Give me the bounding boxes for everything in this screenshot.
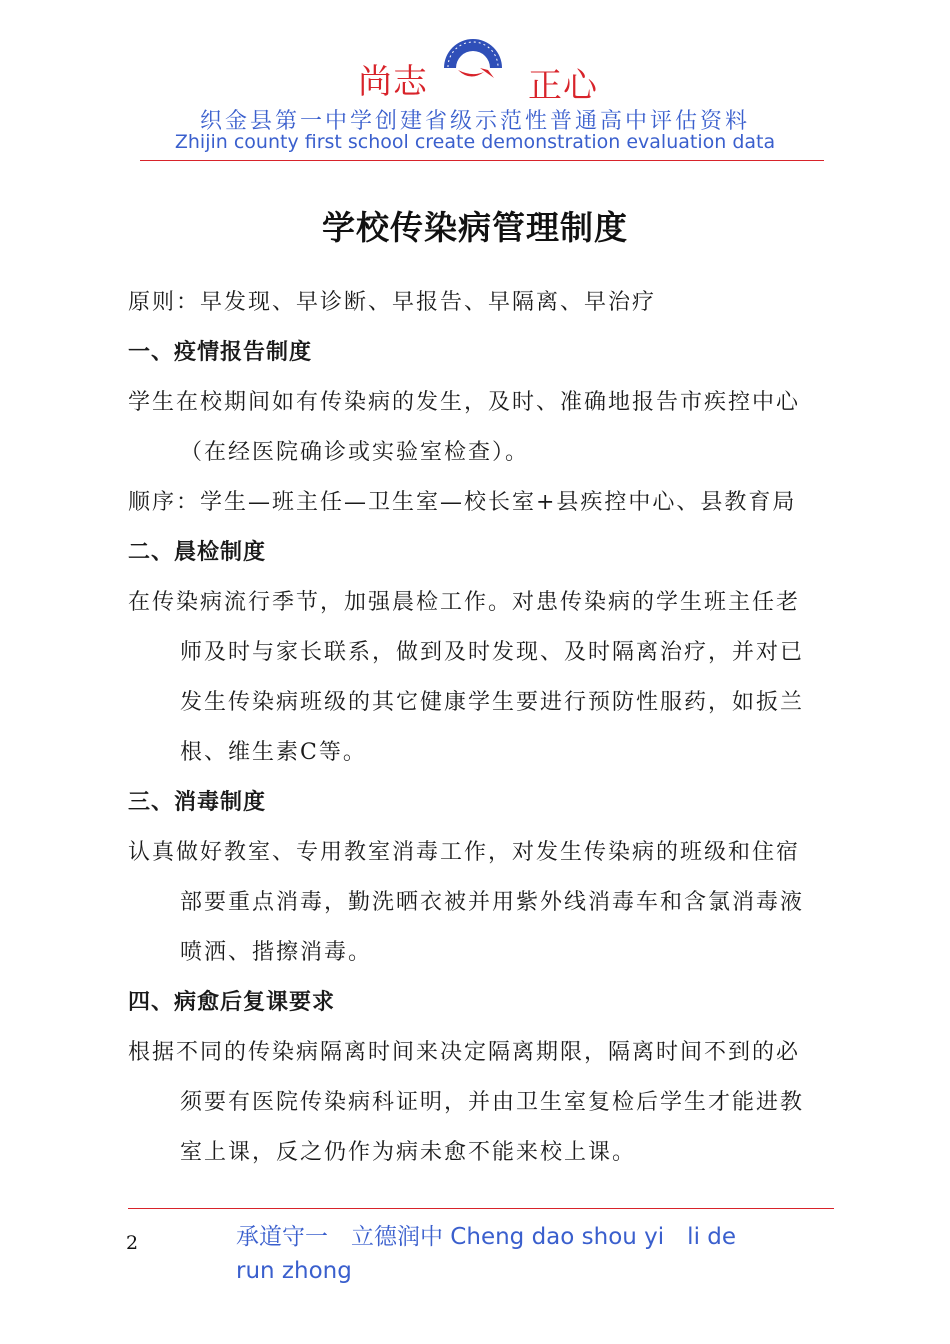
body-text-line: 师及时与家长联系，做到及时发现、及时隔离治疗，并对已	[180, 640, 805, 665]
body-text-line: 喷洒、揩擦消毒。	[180, 940, 373, 965]
header-divider	[140, 160, 824, 161]
body-text-line: 根据不同的传染病隔离时间来决定隔离期限，隔离时间不到的必	[128, 1040, 801, 1065]
body-text-line: 须要有医院传染病科证明，并由卫生室复检后学生才能进教	[180, 1090, 805, 1115]
body-text-line: 根、维生素C等。	[180, 740, 367, 765]
header-motto	[0, 46, 950, 106]
document-title: 学校传染病管理制度	[322, 208, 628, 247]
footer-divider	[128, 1208, 834, 1209]
document-body	[128, 278, 838, 1178]
body-text-line: 认真做好教室、专用教室消毒工作，对发生传染病的班级和住宿	[128, 840, 801, 865]
motto-right: 正心	[528, 66, 598, 106]
school-emblem-icon	[440, 46, 506, 86]
footer-motto: 承道守一 立德润中 Cheng dao shou yi li de run zhong	[236, 1224, 737, 1284]
motto-left: 尚志	[358, 62, 428, 102]
section-heading: 三、消毒制度	[128, 790, 267, 815]
header-title-cn: 织金县第一中学创建省级示范性普通高中评估资料	[199, 109, 750, 134]
body-text-line: 原则：早发现、早诊断、早报告、早隔离、早治疗	[128, 290, 657, 315]
section-heading: 一、疫情报告制度	[128, 340, 313, 365]
body-text-line: 部要重点消毒，勤洗晒衣被并用紫外线消毒车和含氯消毒液	[180, 890, 805, 915]
body-text-line: 顺序：学生—班主任—卫生室—校长室+县疾控中心、县教育局	[128, 490, 797, 515]
body-text-line: 发生传染病班级的其它健康学生要进行预防性服药，如扳兰	[180, 690, 805, 715]
section-heading: 二、晨检制度	[128, 540, 267, 565]
header-title-en: Zhijin county first school create demonstration evaluation data	[174, 131, 776, 153]
body-text-line: 学生在校期间如有传染病的发生，及时、准确地报告市疾控中心	[128, 390, 801, 415]
body-text-line: 在传染病流行季节，加强晨检工作。对患传染病的学生班主任老	[128, 590, 801, 615]
body-text-line: （在经医院确诊或实验室检查）。	[180, 440, 530, 465]
body-text-line: 室上课，反之仍作为病未愈不能来校上课。	[180, 1140, 637, 1165]
page-number: 2	[126, 1232, 139, 1254]
section-heading: 四、病愈后复课要求	[128, 990, 336, 1015]
